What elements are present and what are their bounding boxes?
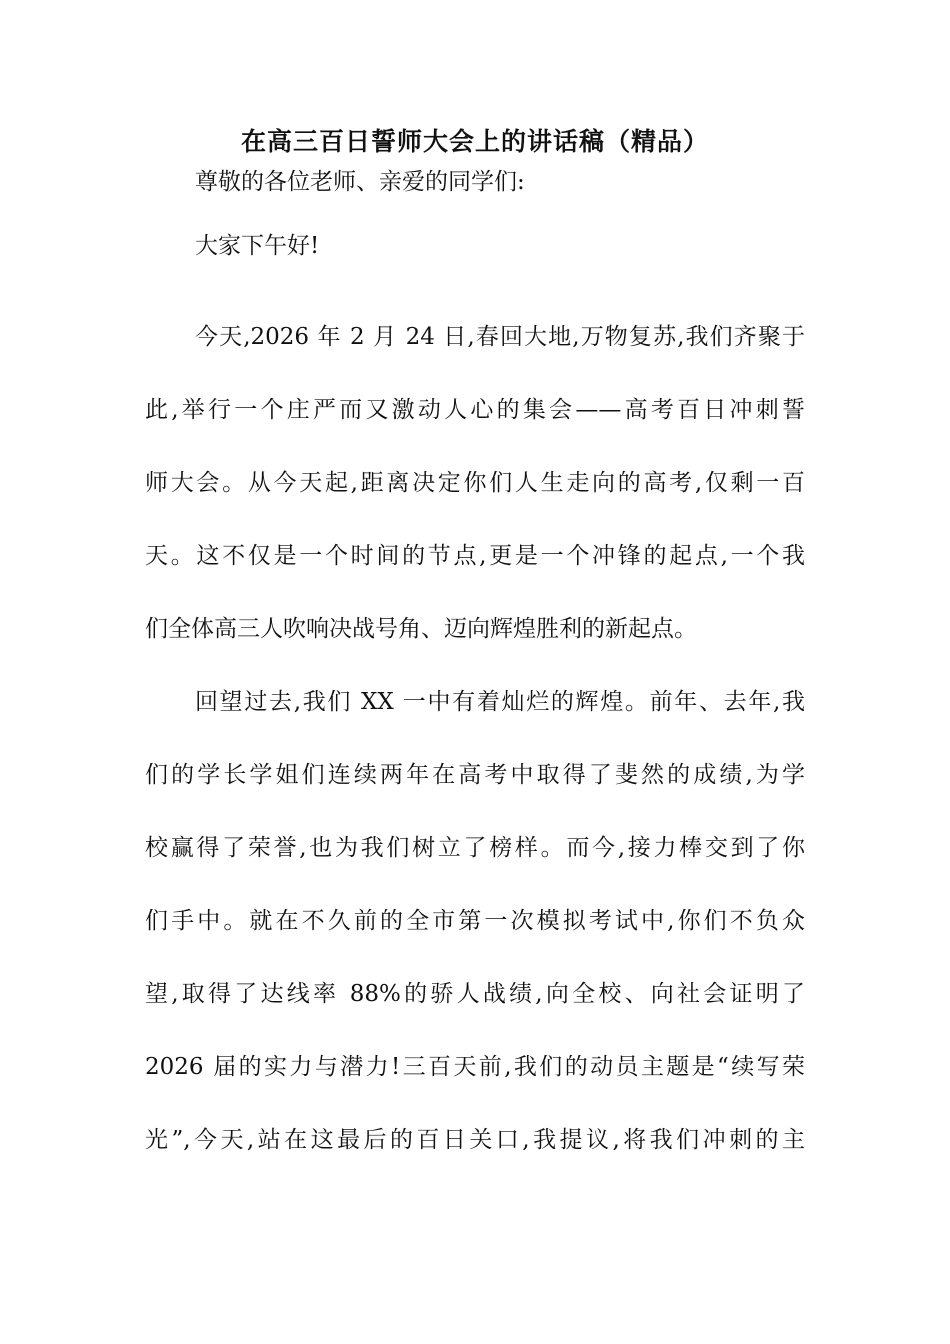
paragraph-line: 师大会。从今天起,距离决定你们人生走向的高考,仅剩一百 [145, 470, 805, 496]
paragraph-line: 天。这不仅是一个时间的节点,更是一个冲锋的起点,一个我 [145, 543, 805, 569]
salutation-line: 尊敬的各位老师、亲爱的同学们: [195, 169, 525, 195]
paragraph-line: 望,取得了达线率 88%的骄人战绩,向全校、向社会证明了 [145, 981, 805, 1007]
paragraph-line: 们的学长学姐们连续两年在高考中取得了斐然的成绩,为学 [145, 762, 805, 788]
paragraph-line: 们手中。就在不久前的全市第一次模拟考试中,你们不负众 [145, 908, 805, 934]
paragraph-line: 此,举行一个庄严而又激动人心的集会——高考百日冲刺誓 [145, 397, 805, 423]
document-title: 在高三百日誓师大会上的讲话稿（精品） [240, 127, 709, 156]
paragraph-line: 回望过去,我们 XX 一中有着灿烂的辉煌。前年、去年,我 [195, 689, 805, 715]
paragraph-line: 们全体高三人吹响决战号角、迈向辉煌胜利的新起点。 [145, 616, 697, 642]
greeting-line: 大家下午好! [195, 233, 320, 259]
paragraph-line: 光”,今天,站在这最后的百日关口,我提议,将我们冲刺的主 [145, 1127, 805, 1153]
paragraph-line: 校赢得了荣誉,也为我们树立了榜样。而今,接力棒交到了你 [145, 835, 805, 861]
paragraph-line: 2026 届的实力与潜力!三百天前,我们的动员主题是“续写荣 [145, 1054, 805, 1080]
paragraph-line: 今天,2026 年 2 月 24 日,春回大地,万物复苏,我们齐聚于 [195, 324, 805, 350]
